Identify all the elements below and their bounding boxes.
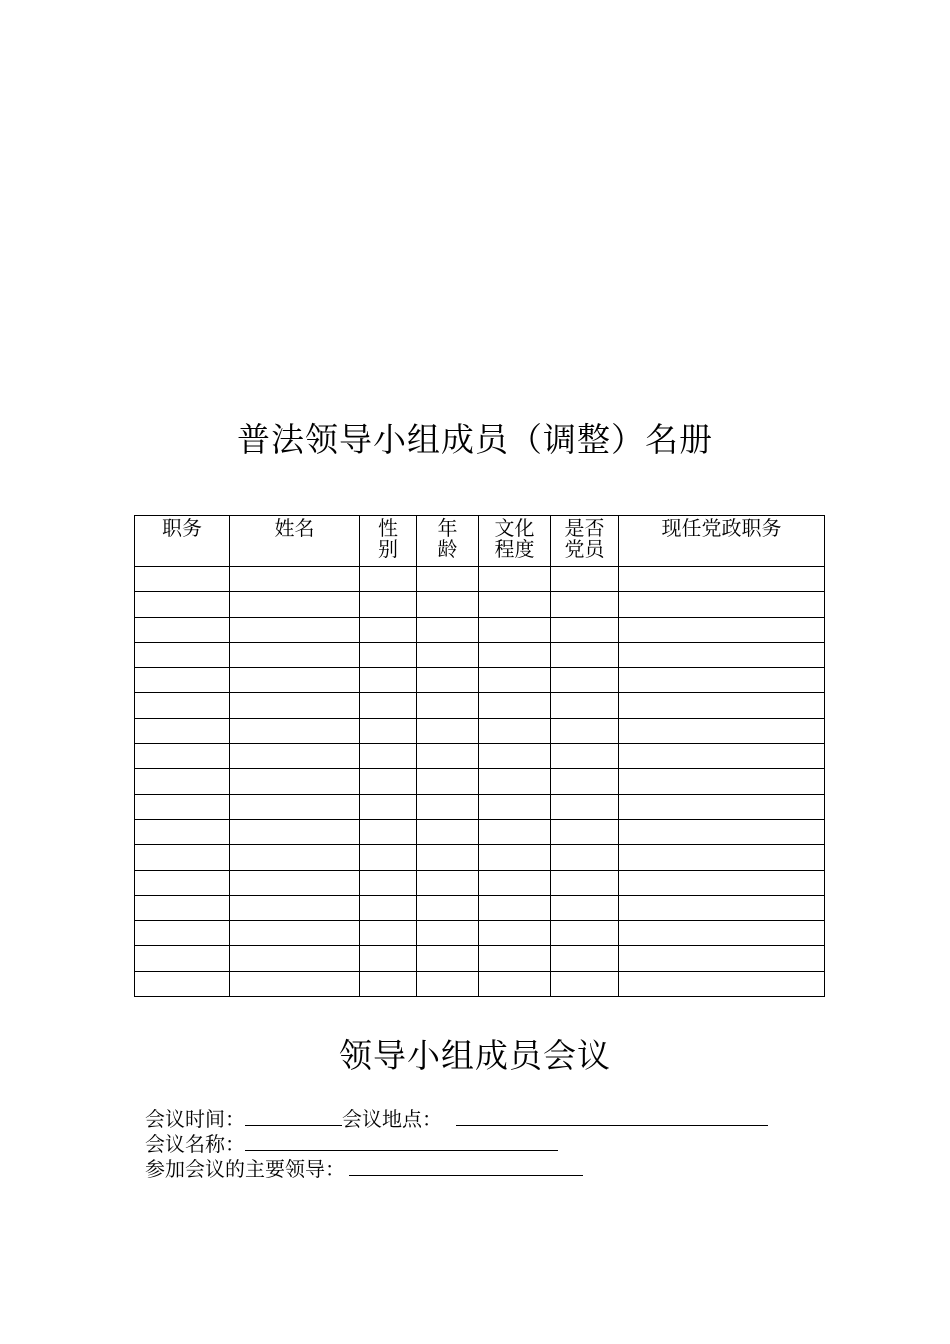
meeting-name-field[interactable] (245, 1131, 558, 1151)
table-cell[interactable] (360, 971, 417, 996)
table-cell[interactable] (135, 921, 230, 946)
table-row (135, 744, 825, 769)
meeting-leaders-field[interactable] (349, 1156, 583, 1176)
table-cell[interactable] (360, 567, 417, 592)
table-cell[interactable] (360, 794, 417, 819)
table-row (135, 895, 825, 920)
meeting-name-line (145, 1131, 768, 1156)
column-header-text: 职务 (162, 516, 202, 540)
table-cell[interactable] (551, 845, 619, 870)
table-cell[interactable] (417, 592, 479, 617)
table-cell[interactable] (551, 693, 619, 718)
table-cell[interactable] (551, 946, 619, 971)
meeting-leaders-line (145, 1156, 768, 1181)
table-cell[interactable] (479, 592, 551, 617)
table-cell[interactable] (479, 567, 551, 592)
table-cell[interactable] (417, 971, 479, 996)
table-cell[interactable] (360, 769, 417, 794)
column-header (230, 516, 360, 567)
table-row (135, 718, 825, 743)
column-header-text: 性 (378, 516, 398, 540)
table-cell[interactable] (479, 718, 551, 743)
column-header-text: 文化 (494, 516, 535, 540)
table-cell[interactable] (135, 819, 230, 844)
column-header-text: 程度 (494, 537, 535, 561)
column-header-text: 别 (378, 537, 398, 561)
table-cell[interactable] (230, 895, 360, 920)
table-cell[interactable] (619, 921, 825, 946)
table-row (135, 921, 825, 946)
table-cell[interactable] (417, 769, 479, 794)
table-row (135, 668, 825, 693)
table-cell[interactable] (360, 592, 417, 617)
table-cell[interactable] (417, 693, 479, 718)
table-cell[interactable] (417, 895, 479, 920)
table-cell[interactable] (417, 744, 479, 769)
table-cell[interactable] (551, 617, 619, 642)
table-cell[interactable] (360, 819, 417, 844)
column-header-text: 是否 (564, 516, 605, 540)
table-cell[interactable] (230, 819, 360, 844)
table-cell[interactable] (360, 617, 417, 642)
table-cell[interactable] (479, 794, 551, 819)
table-cell[interactable] (360, 693, 417, 718)
table-cell[interactable] (230, 567, 360, 592)
table-cell[interactable] (135, 794, 230, 819)
meeting-section-title: 领导小组成员会议 (339, 1036, 611, 1075)
table-cell[interactable] (230, 668, 360, 693)
table-cell[interactable] (551, 567, 619, 592)
meeting-name-label: 会议名称： (145, 1132, 245, 1156)
table-cell[interactable] (551, 870, 619, 895)
table-cell[interactable] (551, 668, 619, 693)
table-cell[interactable] (619, 668, 825, 693)
table-row (135, 946, 825, 971)
table-cell[interactable] (551, 744, 619, 769)
column-header-text: 姓名 (274, 516, 315, 540)
table-row (135, 870, 825, 895)
table-row (135, 642, 825, 667)
table-cell[interactable] (417, 870, 479, 895)
table-cell[interactable] (135, 769, 230, 794)
table-cell[interactable] (551, 592, 619, 617)
table-cell[interactable] (619, 592, 825, 617)
column-header (135, 516, 230, 567)
table-cell[interactable] (360, 642, 417, 667)
table-cell[interactable] (230, 592, 360, 617)
table-cell[interactable] (551, 642, 619, 667)
table-cell[interactable] (619, 819, 825, 844)
table-cell[interactable] (619, 870, 825, 895)
table-cell[interactable] (551, 921, 619, 946)
document-title: 普法领导小组成员（调整）名册 (237, 420, 713, 459)
table-row (135, 794, 825, 819)
table-cell[interactable] (417, 794, 479, 819)
table-cell[interactable] (135, 617, 230, 642)
column-header-text: 现任党政职务 (661, 516, 782, 540)
table-cell[interactable] (417, 718, 479, 743)
table-cell[interactable] (551, 971, 619, 996)
column-header-text: 龄 (437, 537, 458, 561)
table-cell[interactable] (135, 971, 230, 996)
table-cell[interactable] (551, 819, 619, 844)
table-cell[interactable] (619, 567, 825, 592)
table-cell[interactable] (417, 946, 479, 971)
meeting-time-field[interactable] (245, 1106, 342, 1126)
column-header (479, 516, 551, 567)
table-header-row (135, 516, 825, 567)
table-cell[interactable] (479, 642, 551, 667)
table-row (135, 567, 825, 592)
table-cell[interactable] (479, 921, 551, 946)
table-cell[interactable] (360, 718, 417, 743)
table-cell[interactable] (479, 870, 551, 895)
table-cell[interactable] (551, 718, 619, 743)
column-header (551, 516, 619, 567)
roster-table (134, 515, 825, 997)
table-row (135, 693, 825, 718)
table-cell[interactable] (230, 744, 360, 769)
table-cell[interactable] (230, 718, 360, 743)
table-cell[interactable] (619, 971, 825, 996)
table-cell[interactable] (479, 971, 551, 996)
table-row (135, 592, 825, 617)
table-cell[interactable] (135, 946, 230, 971)
table-cell[interactable] (619, 794, 825, 819)
table-cell[interactable] (551, 895, 619, 920)
table-cell[interactable] (479, 693, 551, 718)
table-cell[interactable] (619, 693, 825, 718)
table-cell[interactable] (230, 794, 360, 819)
table-cell[interactable] (230, 971, 360, 996)
table-cell[interactable] (360, 744, 417, 769)
table-cell[interactable] (135, 744, 230, 769)
table-row (135, 971, 825, 996)
table-body (135, 567, 825, 997)
table-cell[interactable] (479, 946, 551, 971)
table-cell[interactable] (417, 921, 479, 946)
table-cell[interactable] (135, 870, 230, 895)
table-cell[interactable] (479, 744, 551, 769)
table-cell[interactable] (417, 668, 479, 693)
table-cell[interactable] (619, 617, 825, 642)
table-cell[interactable] (135, 668, 230, 693)
table-cell[interactable] (360, 845, 417, 870)
table-cell[interactable] (551, 769, 619, 794)
table-cell[interactable] (619, 642, 825, 667)
table-cell[interactable] (135, 567, 230, 592)
column-header-text: 年 (437, 516, 458, 540)
table-cell[interactable] (135, 592, 230, 617)
table-cell[interactable] (417, 567, 479, 592)
table-row (135, 819, 825, 844)
table-cell[interactable] (619, 845, 825, 870)
column-header (360, 516, 417, 567)
meeting-place-label: 会议地点： (342, 1107, 442, 1131)
table-cell[interactable] (230, 693, 360, 718)
table-cell[interactable] (230, 845, 360, 870)
table-cell[interactable] (417, 845, 479, 870)
table-cell[interactable] (479, 845, 551, 870)
table-cell[interactable] (619, 744, 825, 769)
table-cell[interactable] (360, 946, 417, 971)
meeting-info (145, 1106, 768, 1181)
meeting-time-place-line (145, 1106, 768, 1131)
table-row (135, 617, 825, 642)
table-cell[interactable] (230, 870, 360, 895)
table-cell[interactable] (479, 617, 551, 642)
table-cell[interactable] (360, 921, 417, 946)
table-cell[interactable] (135, 845, 230, 870)
table-cell[interactable] (479, 895, 551, 920)
table-cell[interactable] (360, 870, 417, 895)
table-cell[interactable] (230, 617, 360, 642)
meeting-place-field[interactable] (456, 1106, 768, 1126)
table-cell[interactable] (230, 769, 360, 794)
table-cell[interactable] (360, 895, 417, 920)
table-cell[interactable] (619, 718, 825, 743)
table-row (135, 769, 825, 794)
meeting-leaders-label: 参加会议的主要领导： (145, 1157, 345, 1181)
table-cell[interactable] (417, 819, 479, 844)
table-cell[interactable] (479, 769, 551, 794)
meeting-time-label: 会议时间： (145, 1107, 245, 1131)
column-header-text: 党员 (564, 537, 605, 561)
table-cell[interactable] (230, 921, 360, 946)
table-cell[interactable] (135, 693, 230, 718)
column-header (417, 516, 479, 567)
table-cell[interactable] (135, 642, 230, 667)
table-cell[interactable] (135, 718, 230, 743)
table-cell[interactable] (135, 895, 230, 920)
table-cell[interactable] (417, 617, 479, 642)
table-cell[interactable] (417, 642, 479, 667)
table-cell[interactable] (230, 642, 360, 667)
table-cell[interactable] (619, 946, 825, 971)
table-cell[interactable] (479, 819, 551, 844)
table-cell[interactable] (360, 668, 417, 693)
column-header (619, 516, 825, 567)
table-cell[interactable] (479, 668, 551, 693)
table-cell[interactable] (230, 946, 360, 971)
table-cell[interactable] (619, 895, 825, 920)
table-cell[interactable] (619, 769, 825, 794)
table-row (135, 845, 825, 870)
table-cell[interactable] (551, 794, 619, 819)
